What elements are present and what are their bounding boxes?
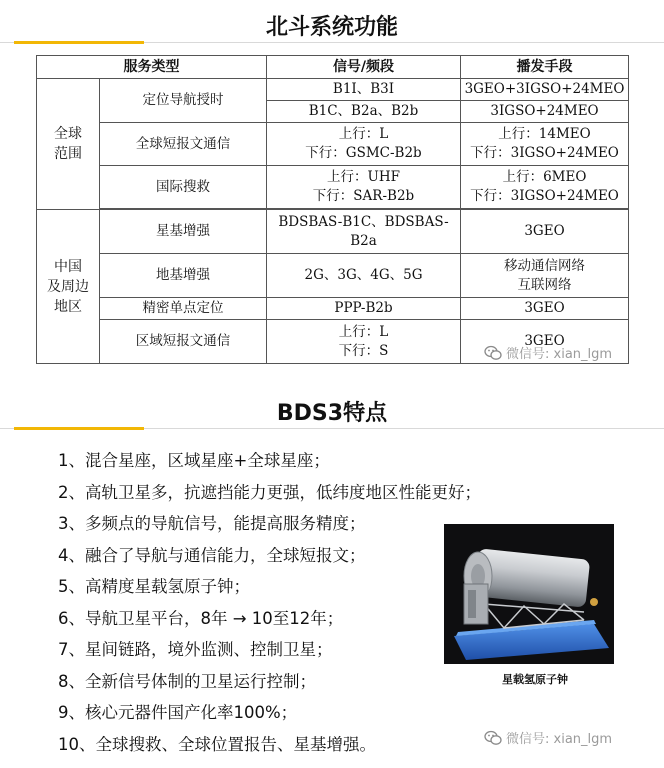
hydrogen-clock-photo bbox=[444, 524, 614, 664]
list-item: 9、核心元器件国产化率100%； bbox=[58, 703, 298, 722]
region-china: 中国 及周边 地区 bbox=[37, 210, 100, 364]
wechat-icon bbox=[484, 730, 502, 750]
signal-cell: B1I、B3I bbox=[267, 79, 461, 101]
broadcast-cell: 上行：6MEO 下行：3IGSO+24MEO bbox=[461, 166, 629, 209]
broadcast-cell: 3GEO+3IGSO+24MEO bbox=[461, 79, 629, 101]
service-name: 地基增强 bbox=[100, 254, 267, 298]
signal-cell: B1C、B2a、B2b bbox=[267, 101, 461, 123]
service-name: 星基增强 bbox=[100, 210, 267, 254]
signal-cell: BDSBAS-B1C、BDSBAS- B2a bbox=[267, 210, 461, 254]
list-item: 1、混合星座，区域星座+全球星座； bbox=[58, 451, 330, 470]
service-name: 全球短报文通信 bbox=[100, 123, 267, 166]
list-item: 8、全新信号体制的卫星运行控制； bbox=[58, 671, 316, 691]
table-row bbox=[37, 79, 629, 101]
features-list bbox=[58, 445, 481, 760]
region-global: 全球 范围 bbox=[37, 79, 100, 210]
list-item: 5、高精度星载氢原子钟； bbox=[58, 577, 250, 596]
wechat-icon bbox=[484, 345, 502, 365]
list-item: 10、全球搜救、全球位置报告、星基增强。 bbox=[58, 734, 376, 754]
watermark: 微信号: xian_lgm bbox=[484, 343, 612, 365]
header-signal-band: 信号/频段 bbox=[267, 56, 461, 79]
table-row bbox=[37, 254, 629, 298]
title-accent-bar bbox=[14, 41, 144, 44]
broadcast-cell: 移动通信网络 互联网络 bbox=[461, 254, 629, 298]
watermark: 微信号: xian_lgm bbox=[484, 728, 612, 750]
table-row bbox=[37, 210, 629, 254]
service-name: 国际搜救 bbox=[100, 166, 267, 209]
signal-cell: 上行：L 下行：GSMC-B2b bbox=[267, 123, 461, 166]
broadcast-cell: 3IGSO+24MEO bbox=[461, 101, 629, 123]
list-item: 3、多频点的导航信号，能提高服务精度； bbox=[58, 514, 366, 533]
list-item: 4、融合了导航与通信能力，全球短报文； bbox=[58, 545, 366, 565]
broadcast-cell: 3GEO bbox=[461, 210, 629, 254]
broadcast-cell: 3GEO bbox=[461, 298, 629, 320]
section-title-bds3: BDS3特点 bbox=[276, 401, 388, 426]
signal-cell: PPP-B2b bbox=[267, 298, 461, 320]
header-service-type: 服务类型 bbox=[37, 56, 267, 79]
section-title-functions: 北斗系统功能 bbox=[265, 15, 398, 40]
list-item: 2、高轨卫星多，抗遮挡能力更强，低纬度地区性能更好； bbox=[58, 482, 481, 502]
service-name: 精密单点定位 bbox=[100, 298, 267, 320]
table-header-row bbox=[37, 56, 629, 79]
broadcast-cell: 3GEO bbox=[461, 320, 629, 364]
list-item: 7、星间链路，境外监测、控制卫星； bbox=[58, 640, 333, 659]
table-row bbox=[37, 166, 629, 209]
services-table bbox=[36, 55, 629, 364]
photo-caption: 星载氢原子钟 bbox=[502, 673, 568, 686]
signal-cell: 2G、3G、4G、5G bbox=[267, 254, 461, 298]
broadcast-cell: 上行：14MEO 下行：3IGSO+24MEO bbox=[461, 123, 629, 166]
table-row bbox=[37, 123, 629, 166]
list-item: 6、导航卫星平台，8年 → 10至12年； bbox=[58, 608, 344, 628]
table-row bbox=[37, 298, 629, 320]
title-accent-bar bbox=[14, 427, 144, 430]
header-broadcast-means: 播发手段 bbox=[461, 56, 629, 79]
signal-cell: 上行：UHF 下行：SAR-B2b bbox=[267, 166, 461, 209]
service-name: 区域短报文通信 bbox=[100, 320, 267, 364]
service-name: 定位导航授时 bbox=[100, 79, 267, 123]
signal-cell: 上行：L 下行：S bbox=[267, 320, 461, 364]
